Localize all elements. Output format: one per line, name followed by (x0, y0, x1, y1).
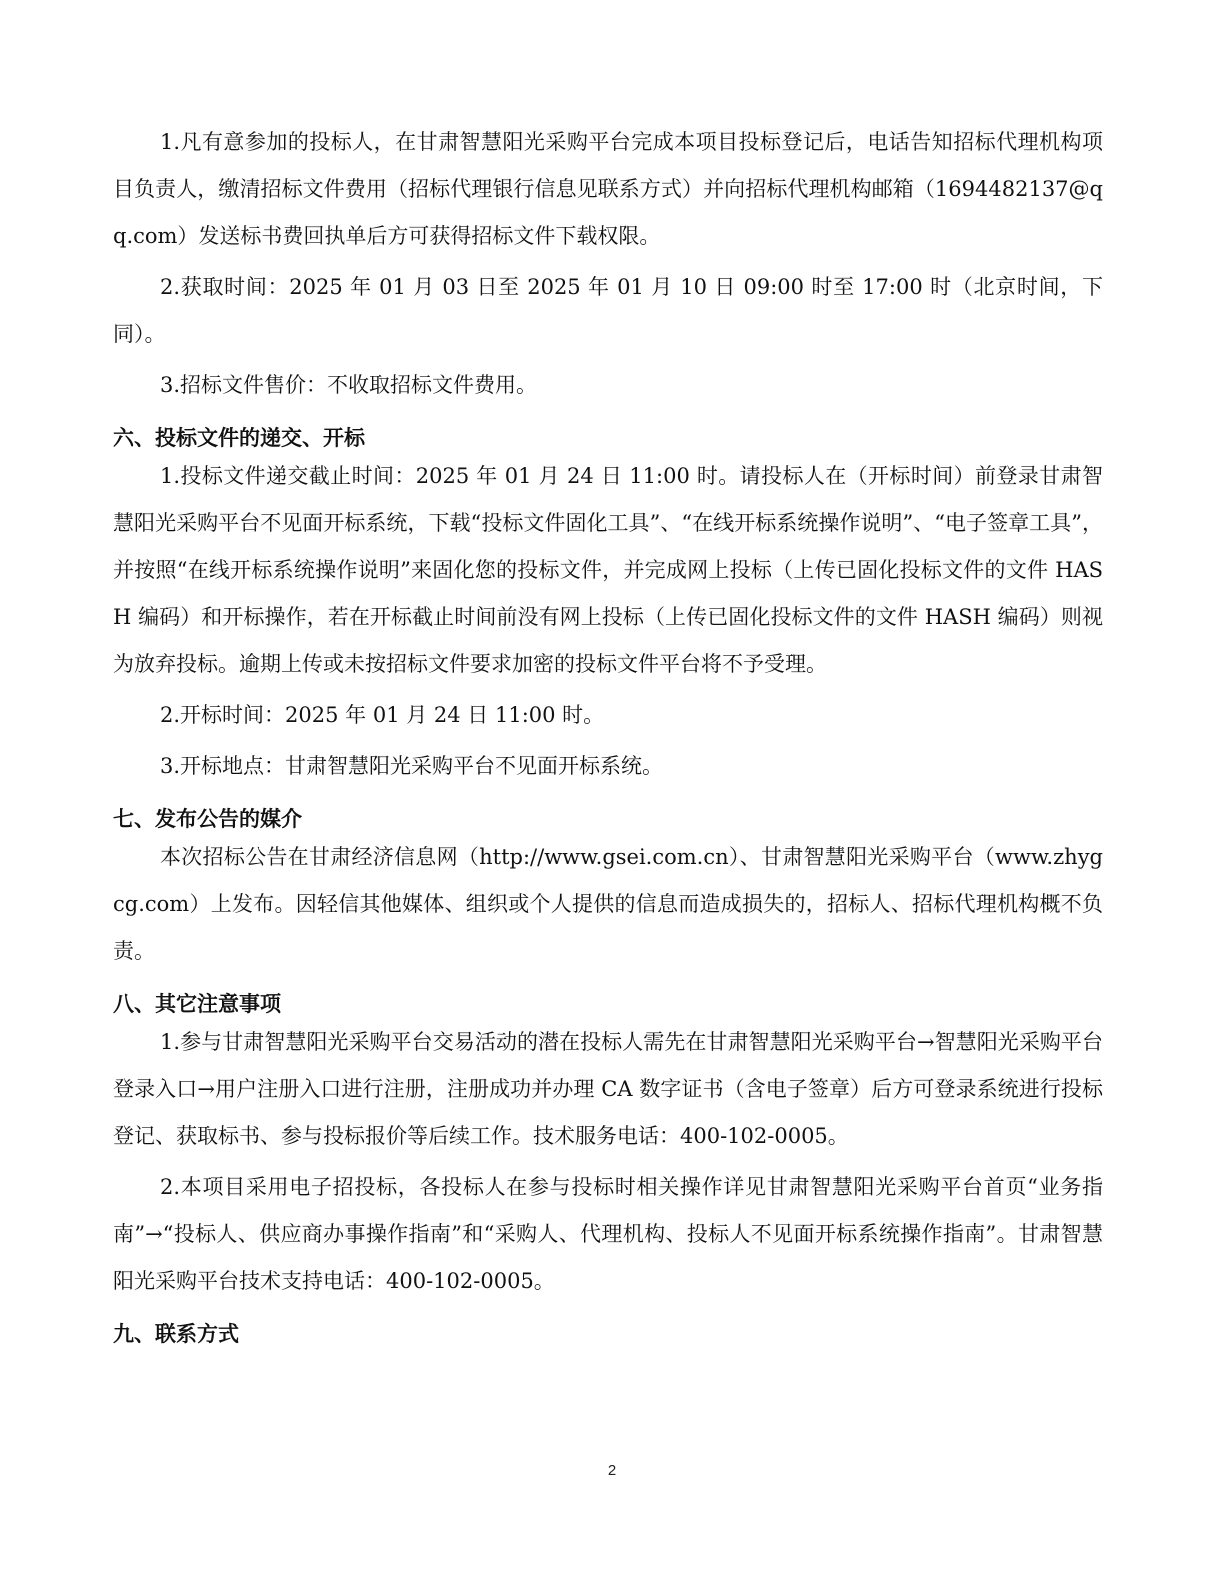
section-heading-submission: 六、投标文件的递交、开标 (113, 426, 365, 450)
section-heading-media: 七、发布公告的媒介 (113, 807, 302, 831)
paragraph-media: 本次招标公告在甘肃经济信息网（http://www.gsei.com.cn）、甘肃智慧阳光采购平台（www.zhygcg.com）上发布。因轻信其他媒体、组织或个人提供的信息而造成损失的，招标人、招标代理机构概不负责。 (113, 845, 1103, 963)
page-number: 2 (607, 1462, 617, 1479)
paragraph-submission-deadline: 1.投标文件递交截止时间：2025 年 01 月 24 日 11:00 时。请投标人在（开标时间）前登录甘肃智慧阳光采购平台不见面开标系统，下载“投标文件固化工具”、“在线开标系统操作说明”、“电子签章工具”，并按照“在线开标系统操作说明”来固化您的投标文件，并完成网上投标（上传已固化投标文件的文件 HASH 编码）和开标操作，若在开标截止时间前没有网上投标（上传已固化投标文件的文件 HASH 编码）则视为放弃投标。逾期上传或未按招标文件要求加密的投标文件平台将不予受理。 (113, 464, 1103, 676)
paragraph-opening-location: 3.开标地点：甘肃智慧阳光采购平台不见面开标系统。 (160, 754, 664, 778)
paragraph-opening-time: 2.开标时间：2025 年 01 月 24 日 11:00 时。 (160, 703, 605, 727)
paragraph-electronic-bidding-note: 2.本项目采用电子招投标，各投标人在参与投标时相关操作详见甘肃智慧阳光采购平台首页“业务指南”→“投标人、供应商办事操作指南”和“采购人、代理机构、投标人不见面开标系统操作指南”。甘肃智慧阳光采购平台技术支持电话：400-102-0005。 (113, 1175, 1103, 1293)
paragraph-registration-note: 1.参与甘肃智慧阳光采购平台交易活动的潜在投标人需先在甘肃智慧阳光采购平台→智慧阳光采购平台登录入口→用户注册入口进行注册，注册成功并办理 CA 数字证书（含电子签章）后方可登录系统进行投标登记、获取标书、参与投标报价等后续工作。技术服务电话：400-102-0005。 (113, 1030, 1103, 1148)
document-body (113, 119, 1103, 1349)
paragraph-obtain-time: 2.获取时间：2025 年 01 月 03 日至 2025 年 01 月 10 日 09:00 时至 17:00 时（北京时间，下同）。 (113, 275, 1103, 346)
section-heading-notes: 八、其它注意事项 (113, 992, 281, 1016)
section-heading-contact: 九、联系方式 (113, 1322, 239, 1346)
paragraph-document-price: 3.招标文件售价：不收取招标文件费用。 (160, 373, 538, 397)
paragraph-obtain-documents: 1.凡有意参加的投标人，在甘肃智慧阳光采购平台完成本项目投标登记后，电话告知招标代理机构项目负责人，缴清招标文件费用（招标代理银行信息见联系方式）并向招标代理机构邮箱（1694482137@qq.com）发送标书费回执单后方可获得招标文件下载权限。 (113, 130, 1103, 248)
